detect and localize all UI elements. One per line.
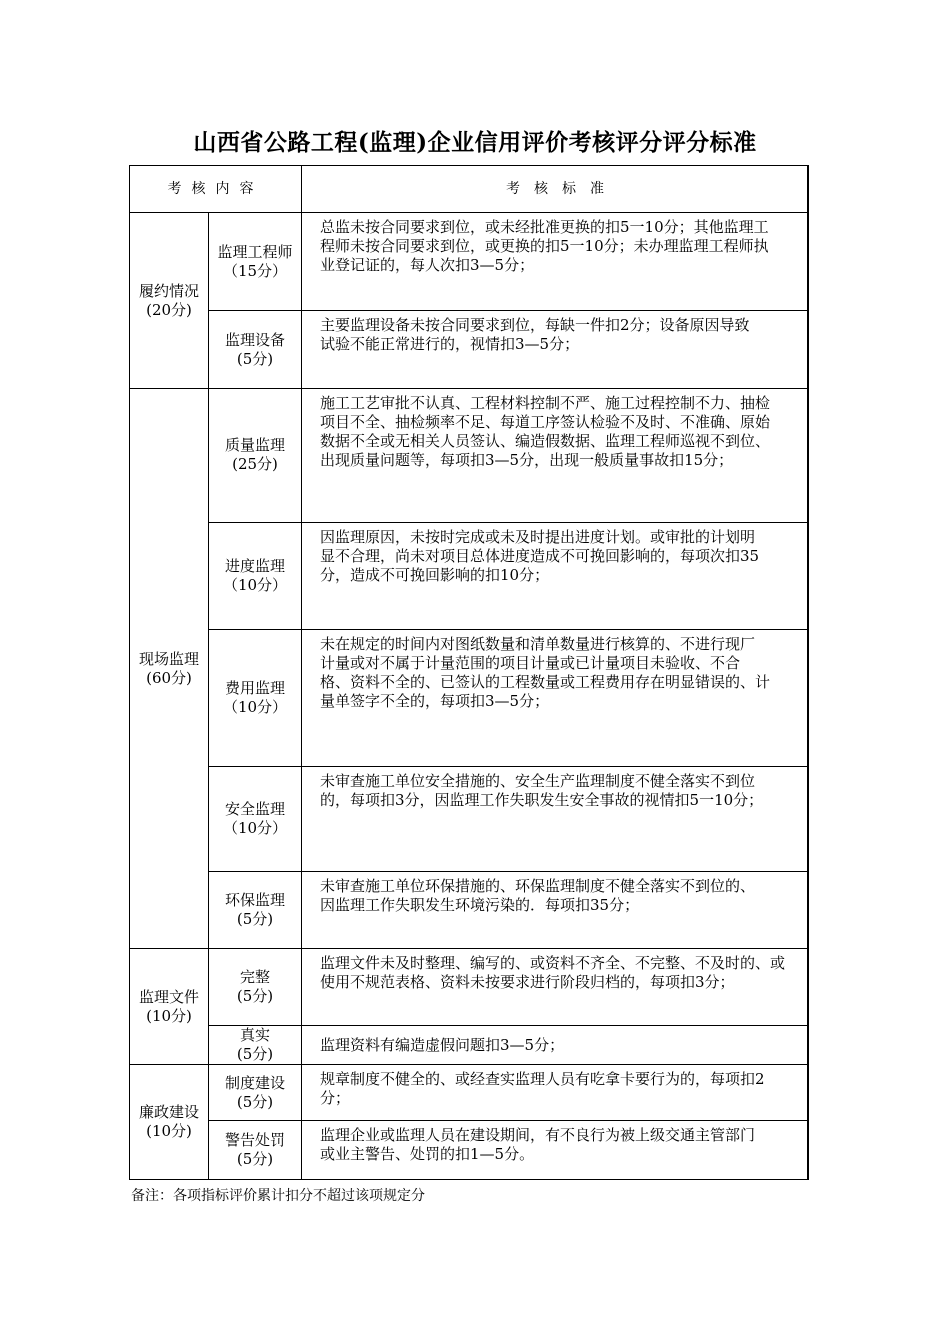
item-name: 环保监理 xyxy=(224,891,285,909)
footnote: 备注：各项指标评价累计扣分不超过该项规定分 xyxy=(131,1188,425,1204)
criteria-line: 试验不能正常进行的，视情扣3—5分； xyxy=(320,335,580,353)
table-header-row xyxy=(130,166,809,213)
table-row xyxy=(130,767,809,872)
criteria-line: 总监未按合同要求到位，或未经批准更换的扣5一10分；其他监理工 xyxy=(320,218,769,236)
criteria-line: 未在规定的时间内对图纸数量和清单数量进行核算的、不进行现厂 xyxy=(320,635,756,653)
criteria-line: 使用不规范表格、资料未按要求进行阶段归档的，每项扣3分； xyxy=(320,973,735,991)
table-row xyxy=(130,949,809,1026)
table-row xyxy=(130,872,809,949)
item-cell xyxy=(209,1026,302,1065)
item-score: (5分) xyxy=(236,1150,274,1168)
criteria-cell xyxy=(302,949,809,1026)
criteria-line: 未审查施工单位安全措施的、安全生产监理制度不健全落实不到位 xyxy=(320,772,756,790)
item-name: 完整 xyxy=(239,968,270,986)
item-name: 费用监理 xyxy=(224,679,285,697)
item-score: (5分) xyxy=(236,1092,274,1111)
item-score: (5分) xyxy=(236,349,274,368)
criteria-cell xyxy=(302,213,809,311)
group-name: 监理文件 xyxy=(138,987,199,1006)
criteria-line: 计量或对不属于计量范围的项目计量或已计量项目未验收、不合 xyxy=(320,654,741,672)
table-row xyxy=(130,311,809,389)
criteria-cell xyxy=(302,1026,809,1065)
item-cell xyxy=(209,630,302,767)
scoring-table xyxy=(129,165,809,1180)
item-name: 进度监理 xyxy=(224,557,285,575)
criteria-line: 施工工艺审批不认真、工程材料控制不严、施工过程控制不力、抽检 xyxy=(320,394,771,412)
item-cell xyxy=(209,311,302,389)
criteria-line: 分； xyxy=(320,1089,351,1107)
table-row xyxy=(130,1121,809,1180)
item-name: 制度建设 xyxy=(224,1073,285,1092)
criteria-line: 的，每项扣3分，因监理工作失职发生安全事故的视情扣5一10分； xyxy=(320,791,764,809)
criteria-cell xyxy=(302,630,809,767)
table-row xyxy=(130,1065,809,1121)
item-cell xyxy=(209,1065,302,1121)
item-score: (25分) xyxy=(232,455,278,473)
item-name: 真实 xyxy=(239,1026,270,1044)
group-score: (10分) xyxy=(146,1006,192,1025)
criteria-cell xyxy=(302,1121,809,1180)
criteria-cell xyxy=(302,872,809,949)
criteria-line: 出现质量问题等，每项扣3—5分，出现一般质量事故扣15分； xyxy=(320,451,734,469)
table-row xyxy=(130,630,809,767)
item-score: (5分) xyxy=(236,987,274,1005)
page-title: 山西省公路工程(监理)企业信用评价考核评分评分标准 xyxy=(193,129,757,156)
criteria-line: 量单签字不全的，每项扣3—5分； xyxy=(320,692,550,710)
criteria-line: 未审查施工单位环保措施的、环保监理制度不健全落实不到位的、 xyxy=(320,877,756,895)
item-score: （10分） xyxy=(222,698,288,716)
item-cell xyxy=(209,389,302,523)
group-score: (10分) xyxy=(146,1122,192,1140)
criteria-line: 监理文件未及时整理、编写的、或资料不齐全、不完整、不及时的、或 xyxy=(320,954,786,972)
item-cell xyxy=(209,872,302,949)
criteria-line: 规章制度不健全的、或经查实监理人员有吃拿卡要行为的，每项扣2 xyxy=(320,1070,765,1088)
table-row xyxy=(130,523,809,630)
group-cell xyxy=(130,949,209,1065)
item-cell xyxy=(209,213,302,311)
table-right-border xyxy=(807,165,809,1180)
group-name: 现场监理 xyxy=(138,649,199,668)
table-row xyxy=(130,389,809,523)
group-name: 廉政建设 xyxy=(138,1103,199,1121)
criteria-cell xyxy=(302,311,809,389)
criteria-cell xyxy=(302,523,809,630)
item-name: 质量监理 xyxy=(224,436,285,454)
criteria-line: 项目不全、抽检频率不足、每道工序签认检验不及时、不准确、原始 xyxy=(320,413,771,431)
item-score: （15分） xyxy=(222,261,288,280)
table-row xyxy=(130,1026,809,1065)
criteria-line: 因监理工作失职发生环境污染的．每项扣35分； xyxy=(320,896,640,914)
criteria-line: 数据不全或无相关人员签认、编造假数据、监理工程师巡视不到位、 xyxy=(320,432,771,450)
group-cell xyxy=(130,1065,209,1180)
criteria-cell xyxy=(302,767,809,872)
group-score: (60分) xyxy=(146,668,192,687)
item-cell xyxy=(209,767,302,872)
header-criteria: 考 核 标 准 xyxy=(302,166,809,213)
item-name: 安全监理 xyxy=(224,800,285,818)
item-score: （10分） xyxy=(222,576,288,594)
item-cell xyxy=(209,1121,302,1180)
criteria-cell xyxy=(302,389,809,523)
item-name: 监理设备 xyxy=(224,330,285,349)
criteria-line: 显不合理，尚未对项目总体进度造成不可挽回影响的，每项次扣35 xyxy=(320,547,760,565)
header-content: 考核内容 xyxy=(130,166,302,213)
group-name: 履约情况 xyxy=(138,281,199,300)
item-name: 警告处罚 xyxy=(224,1131,285,1149)
item-score: (5分) xyxy=(236,910,274,928)
table-row xyxy=(130,213,809,311)
group-cell xyxy=(130,389,209,949)
criteria-line: 因监理原因，未按时完成或未及时提出进度计划。或审批的计划明 xyxy=(320,528,756,546)
criteria-cell xyxy=(302,1065,809,1121)
item-cell xyxy=(209,949,302,1026)
item-cell xyxy=(209,523,302,630)
criteria-line: 业登记证的，每人次扣3—5分； xyxy=(320,256,535,274)
criteria-line: 监理企业或监理人员在建设期间，有不良行为被上级交通主管部门 xyxy=(320,1126,756,1144)
criteria-line: 主要监理设备未按合同要求到位，每缺一件扣2分；设备原因导致 xyxy=(320,316,750,334)
item-score: (5分) xyxy=(236,1045,274,1063)
group-cell xyxy=(130,213,209,389)
item-score: （10分） xyxy=(222,819,288,837)
item-name: 监理工程师 xyxy=(217,242,293,261)
group-score: (20分) xyxy=(146,300,192,319)
criteria-line: 或业主警告、处罚的扣1—5分。 xyxy=(320,1145,535,1163)
criteria-line: 格、资料不全的、已签认的工程数量或工程费用存在明显错误的、计 xyxy=(320,673,771,691)
criteria-line: 程师未按合同要求到位，或更换的扣5一10分；未办理监理工程师执 xyxy=(320,237,769,255)
criteria-line: 分，造成不可挽回影响的扣10分； xyxy=(320,566,550,584)
criteria-line: 监理资料有编造虚假问题扣3—5分； xyxy=(320,1035,565,1054)
